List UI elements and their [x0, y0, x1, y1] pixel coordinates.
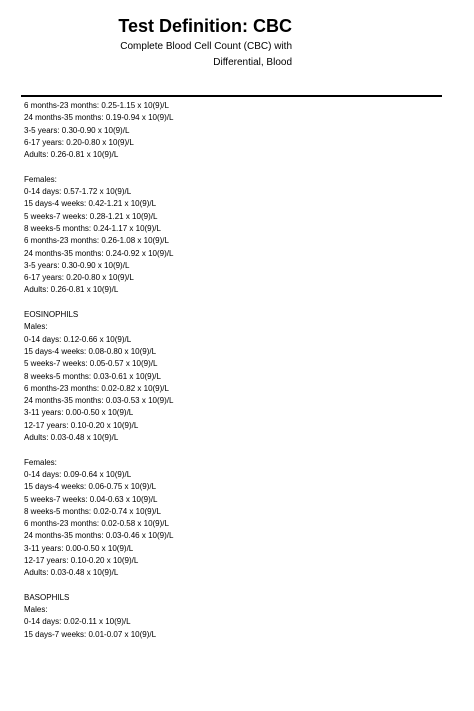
text-line: 0-14 days: 0.02-0.11 x 10(9)/L [24, 617, 131, 627]
text-line: 6-17 years: 0.20-0.80 x 10(9)/L [24, 273, 134, 283]
text-line: Males: [24, 605, 48, 615]
text-line: 8 weeks-5 months: 0.02-0.74 x 10(9)/L [24, 506, 161, 516]
text-line: EOSINOPHILS [24, 310, 79, 320]
header-divider [21, 95, 442, 97]
text-line: Females: [24, 457, 57, 467]
text-line: 6 months-23 months: 0.02-0.58 x 10(9)/L [24, 519, 169, 529]
text-line: 24 months-35 months: 0.03-0.53 x 10(9)/L [24, 396, 174, 406]
text-line: 15 days-4 weeks: 0.08-0.80 x 10(9)/L [24, 346, 157, 356]
text-line: Adults: 0.26-0.81 x 10(9)/L [24, 285, 119, 295]
text-line: BASOPHILS [24, 592, 70, 602]
text-line: Adults: 0.03-0.48 x 10(9)/L [24, 433, 119, 443]
text-line: 24 months-35 months: 0.03-0.46 x 10(9)/L [24, 531, 174, 541]
text-line: 8 weeks-5 months: 0.03-0.61 x 10(9)/L [24, 371, 161, 381]
text-line: 5 weeks-7 weeks: 0.05-0.57 x 10(9)/L [24, 359, 158, 369]
text-line: 0-14 days: 0.57-1.72 x 10(9)/L [24, 187, 132, 197]
text-line: 15 days-4 weeks: 0.06-0.75 x 10(9)/L [24, 482, 157, 492]
subtitle-line-2: Differential, Blood [213, 56, 292, 68]
text-line: 5 weeks-7 weeks: 0.28-1.21 x 10(9)/L [24, 211, 158, 221]
text-line: 0-14 days: 0.12-0.66 x 10(9)/L [24, 334, 132, 344]
blank-line [24, 444, 173, 456]
text-line: 15 days-4 weeks: 0.42-1.21 x 10(9)/L [24, 199, 157, 209]
text-line: Females: [24, 174, 57, 184]
page-title: Test Definition: CBC [118, 16, 292, 36]
text-line: 3-5 years: 0.30-0.90 x 10(9)/L [24, 125, 130, 135]
text-line: 3-5 years: 0.30-0.90 x 10(9)/L [24, 260, 130, 270]
blank-line [24, 297, 173, 309]
text-line: 6-17 years: 0.20-0.80 x 10(9)/L [24, 137, 134, 147]
page-subtitle [120, 39, 292, 70]
text-line: 6 months-23 months: 0.26-1.08 x 10(9)/L [24, 236, 169, 246]
text-line: 24 months-35 months: 0.24-0.92 x 10(9)/L [24, 248, 174, 258]
blank-line [24, 580, 173, 592]
text-line: 3-11 years: 0.00-0.50 x 10(9)/L [24, 543, 134, 553]
text-line: Adults: 0.26-0.81 x 10(9)/L [24, 150, 119, 160]
subtitle-line-1: Complete Blood Cell Count (CBC) with [120, 41, 292, 52]
text-line: Males: [24, 322, 48, 332]
text-line: 8 weeks-5 months: 0.24-1.17 x 10(9)/L [24, 223, 161, 233]
text-line: 12-17 years: 0.10-0.20 x 10(9)/L [24, 420, 139, 430]
text-line: Adults: 0.03-0.48 x 10(9)/L [24, 568, 119, 578]
text-line: 12-17 years: 0.10-0.20 x 10(9)/L [24, 555, 139, 565]
reference-ranges-body [24, 100, 173, 641]
text-line: 24 months-35 months: 0.19-0.94 x 10(9)/L [24, 113, 174, 123]
text-line: 0-14 days: 0.09-0.64 x 10(9)/L [24, 469, 132, 479]
blank-line [24, 161, 173, 173]
text-line: 5 weeks-7 weeks: 0.04-0.63 x 10(9)/L [24, 494, 158, 504]
text-line: 6 months-23 months: 0.25-1.15 x 10(9)/L [24, 101, 169, 110]
text-line: 6 months-23 months: 0.02-0.82 x 10(9)/L [24, 383, 169, 393]
text-line: 15 days-7 weeks: 0.01-0.07 x 10(9)/L [24, 629, 157, 639]
text-line: 3-11 years: 0.00-0.50 x 10(9)/L [24, 408, 134, 418]
